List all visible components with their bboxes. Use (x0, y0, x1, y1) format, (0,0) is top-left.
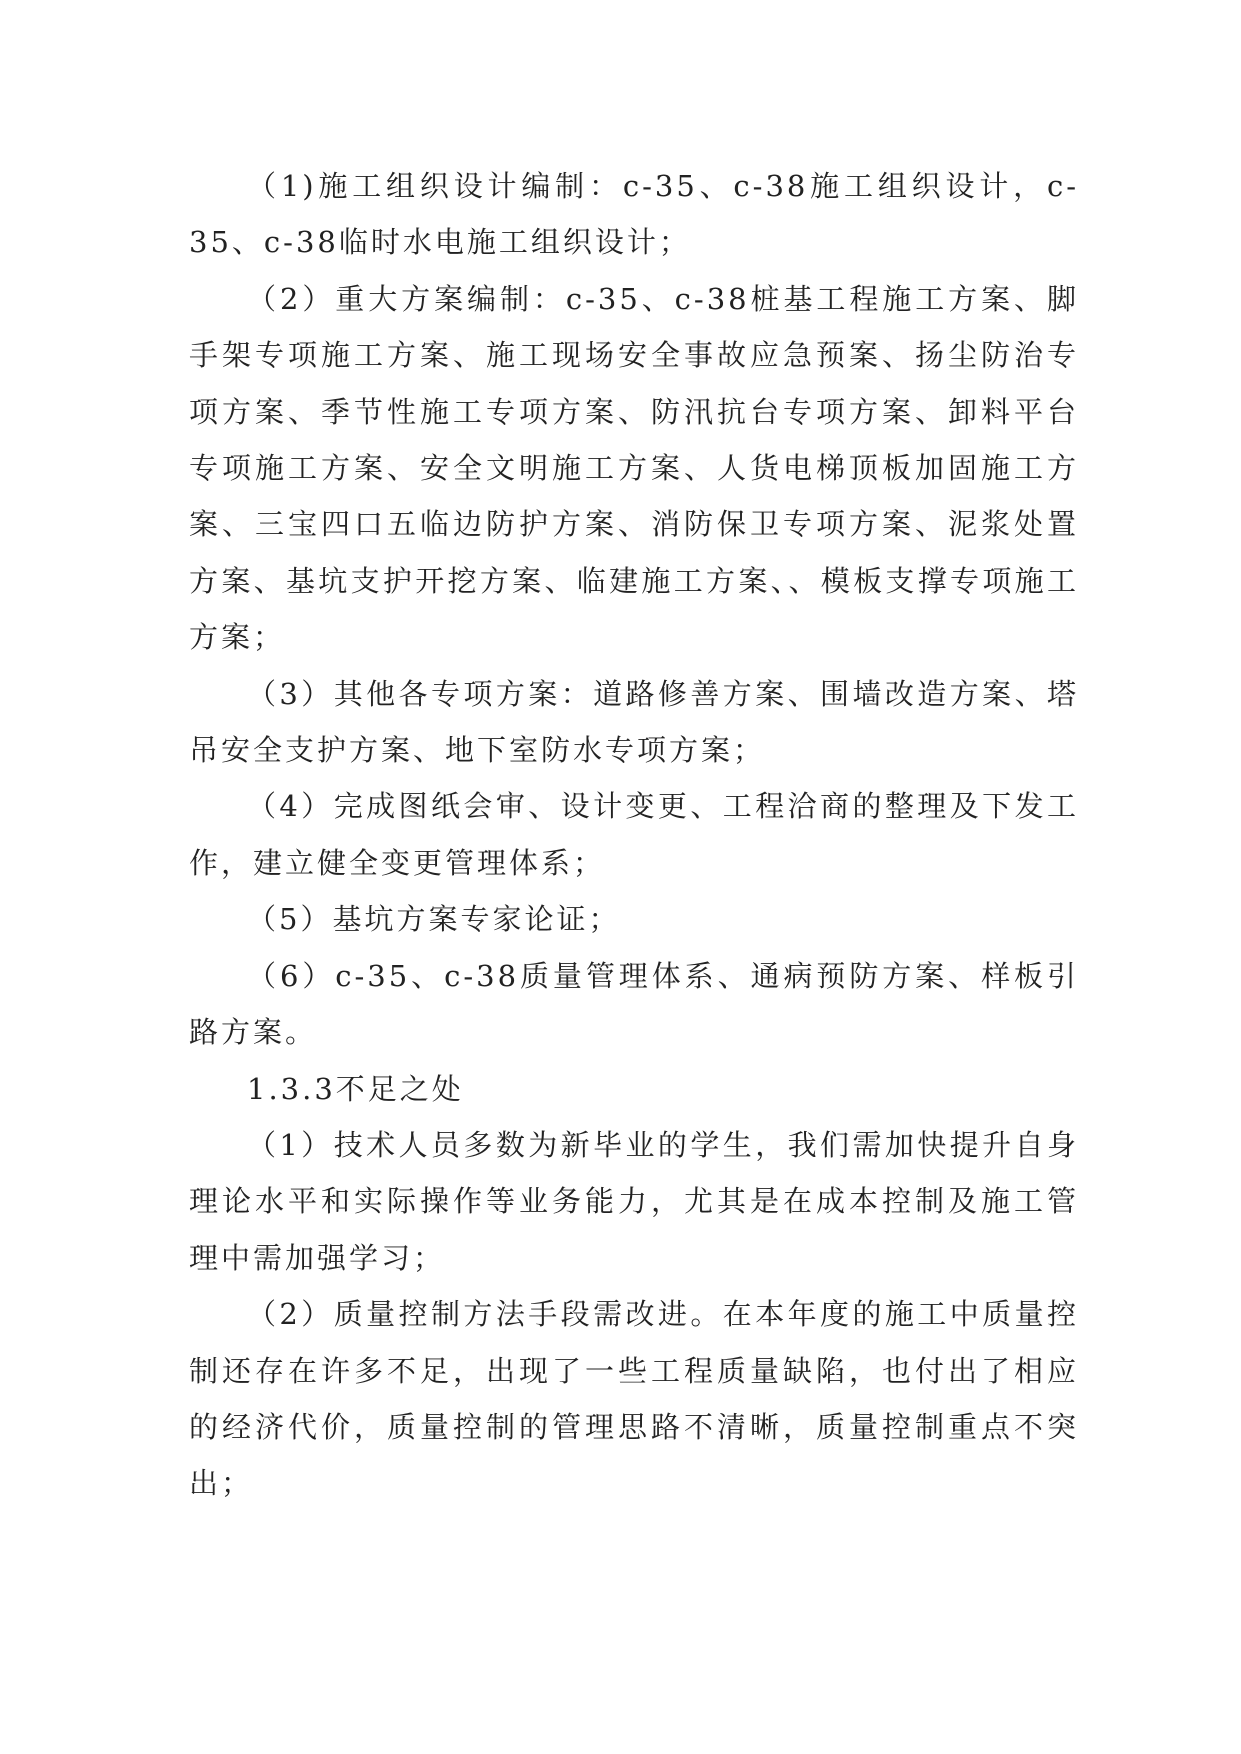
paragraph-quality-control: （2）质量控制方法手段需改进。在本年度的施工中质量控制还存在许多不足，出现了一些工程质量缺陷，也付出了相应的经济代价，质量控制的管理思路不清晰，质量控制重点不突出； (189, 1297, 1079, 1501)
paragraph-major-plans: （2）重大方案编制：c-35、c-38桩基工程施工方案、脚手架专项施工方案、施工现场安全事故应急预案、扬尘防治专项方案、季节性施工专项方案、防汛抗台专项方案、卸料平台专项施工方案、安全文明施工方案、人货电梯顶板加固施工方案、三宝四口五临边防护方案、消防保卫专项方案、泥浆处置方案、基坑支护开挖方案、临建施工方案、、模板支撑专项施工方案； (189, 281, 1079, 655)
paragraph-expert-review: （5）基坑方案专家论证； (247, 902, 621, 937)
paragraph-quality-system: （6）c-35、c-38质量管理体系、通病预防方案、样板引路方案。 (189, 958, 1079, 1050)
paragraph-staff-skills: （1）技术人员多数为新毕业的学生，我们需加快提升自身理论水平和实际操作等业务能力，尤其是在成本控制及施工管理中需加强学习； (189, 1127, 1079, 1275)
section-heading-shortcomings: 1.3.3不足之处 (247, 1071, 464, 1106)
paragraph-construction-design: （1)施工组织设计编制：c-35、c-38施工组织设计，c-35、c-38临时水电施工组织设计； (189, 169, 1079, 260)
paragraph-other-plans: （3）其他各专项方案：道路修善方案、围墙改造方案、塔吊安全支护方案、地下室防水专项方案； (189, 676, 1079, 768)
paragraph-drawing-review: （4）完成图纸会审、设计变更、工程洽商的整理及下发工作，建立健全变更管理体系； (189, 789, 1079, 880)
document-body (189, 158, 1079, 1512)
